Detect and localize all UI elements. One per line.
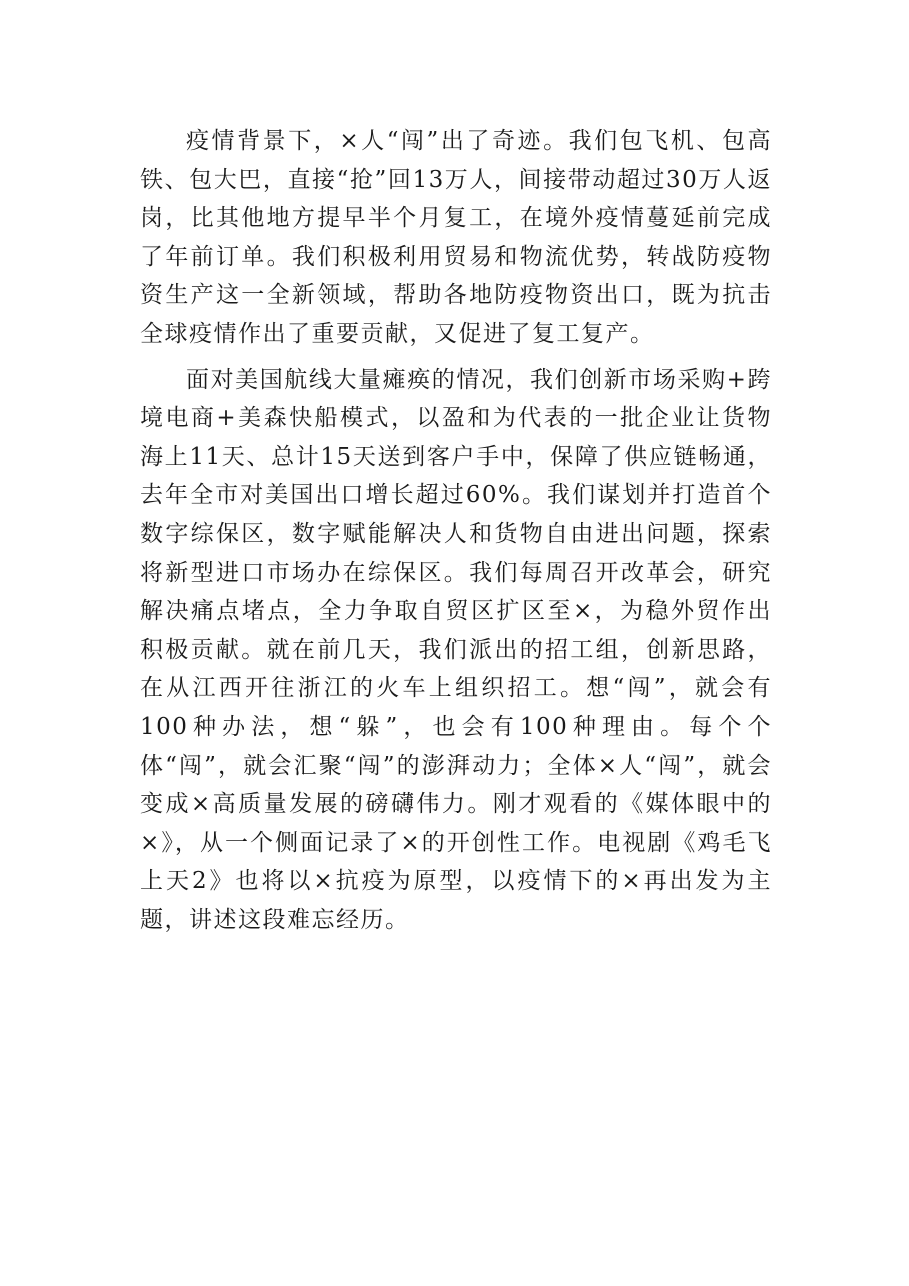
paragraph-2: 面对美国航线大量瘫痪的情况，我们创新市场采购+跨境电商+美森快船模式，以盈和为代表的一批企业让货物海上11天、总计15天送到客户手中，保障了供应链畅通，去年全市对美国出口增长超过60%。我们谋划并打造首个数字综保区，数字赋能解决人和货物自由进出问题，探索将新型进口市场办在综保区。我们每周召开改革会，研究解决痛点堵点，全力争取自贸区扩区至×，为稳外贸作出积极贡献。就在前几天，我们派出的招工组，创新思路，在从江西开往浙江的火车上组织招工。想“闯”，就会有100种办法，想“躲”，也会有100种理由。每个个体“闯”，就会汇聚“闯”的澎湃动力；全体×人“闯”，就会变成×高质量发展的磅礴伟力。刚才观看的《媒体眼中的×》，从一个侧面记录了×的开创性工作。电视剧《鸡毛飞上天2》也将以×抗疫为原型，以疫情下的×再出发为主题，讲述这段难忘经历。 xyxy=(140,366,772,933)
paragraph-1: 疫情背景下，×人“闯”出了奇迹。我们包飞机、包高铁、包大巴，直接“抢”回13万人，间接带动超过30万人返岗，比其他地方提早半个月复工，在境外疫情蔓延前完成了年前订单。我们积极利用贸易和物流优势，转战防疫物资生产这一全新领域，帮助各地防疫物资出口，既为抗击全球疫情作出了重要贡献，又促进了复工复产。 xyxy=(140,128,772,347)
document-body xyxy=(140,122,772,939)
